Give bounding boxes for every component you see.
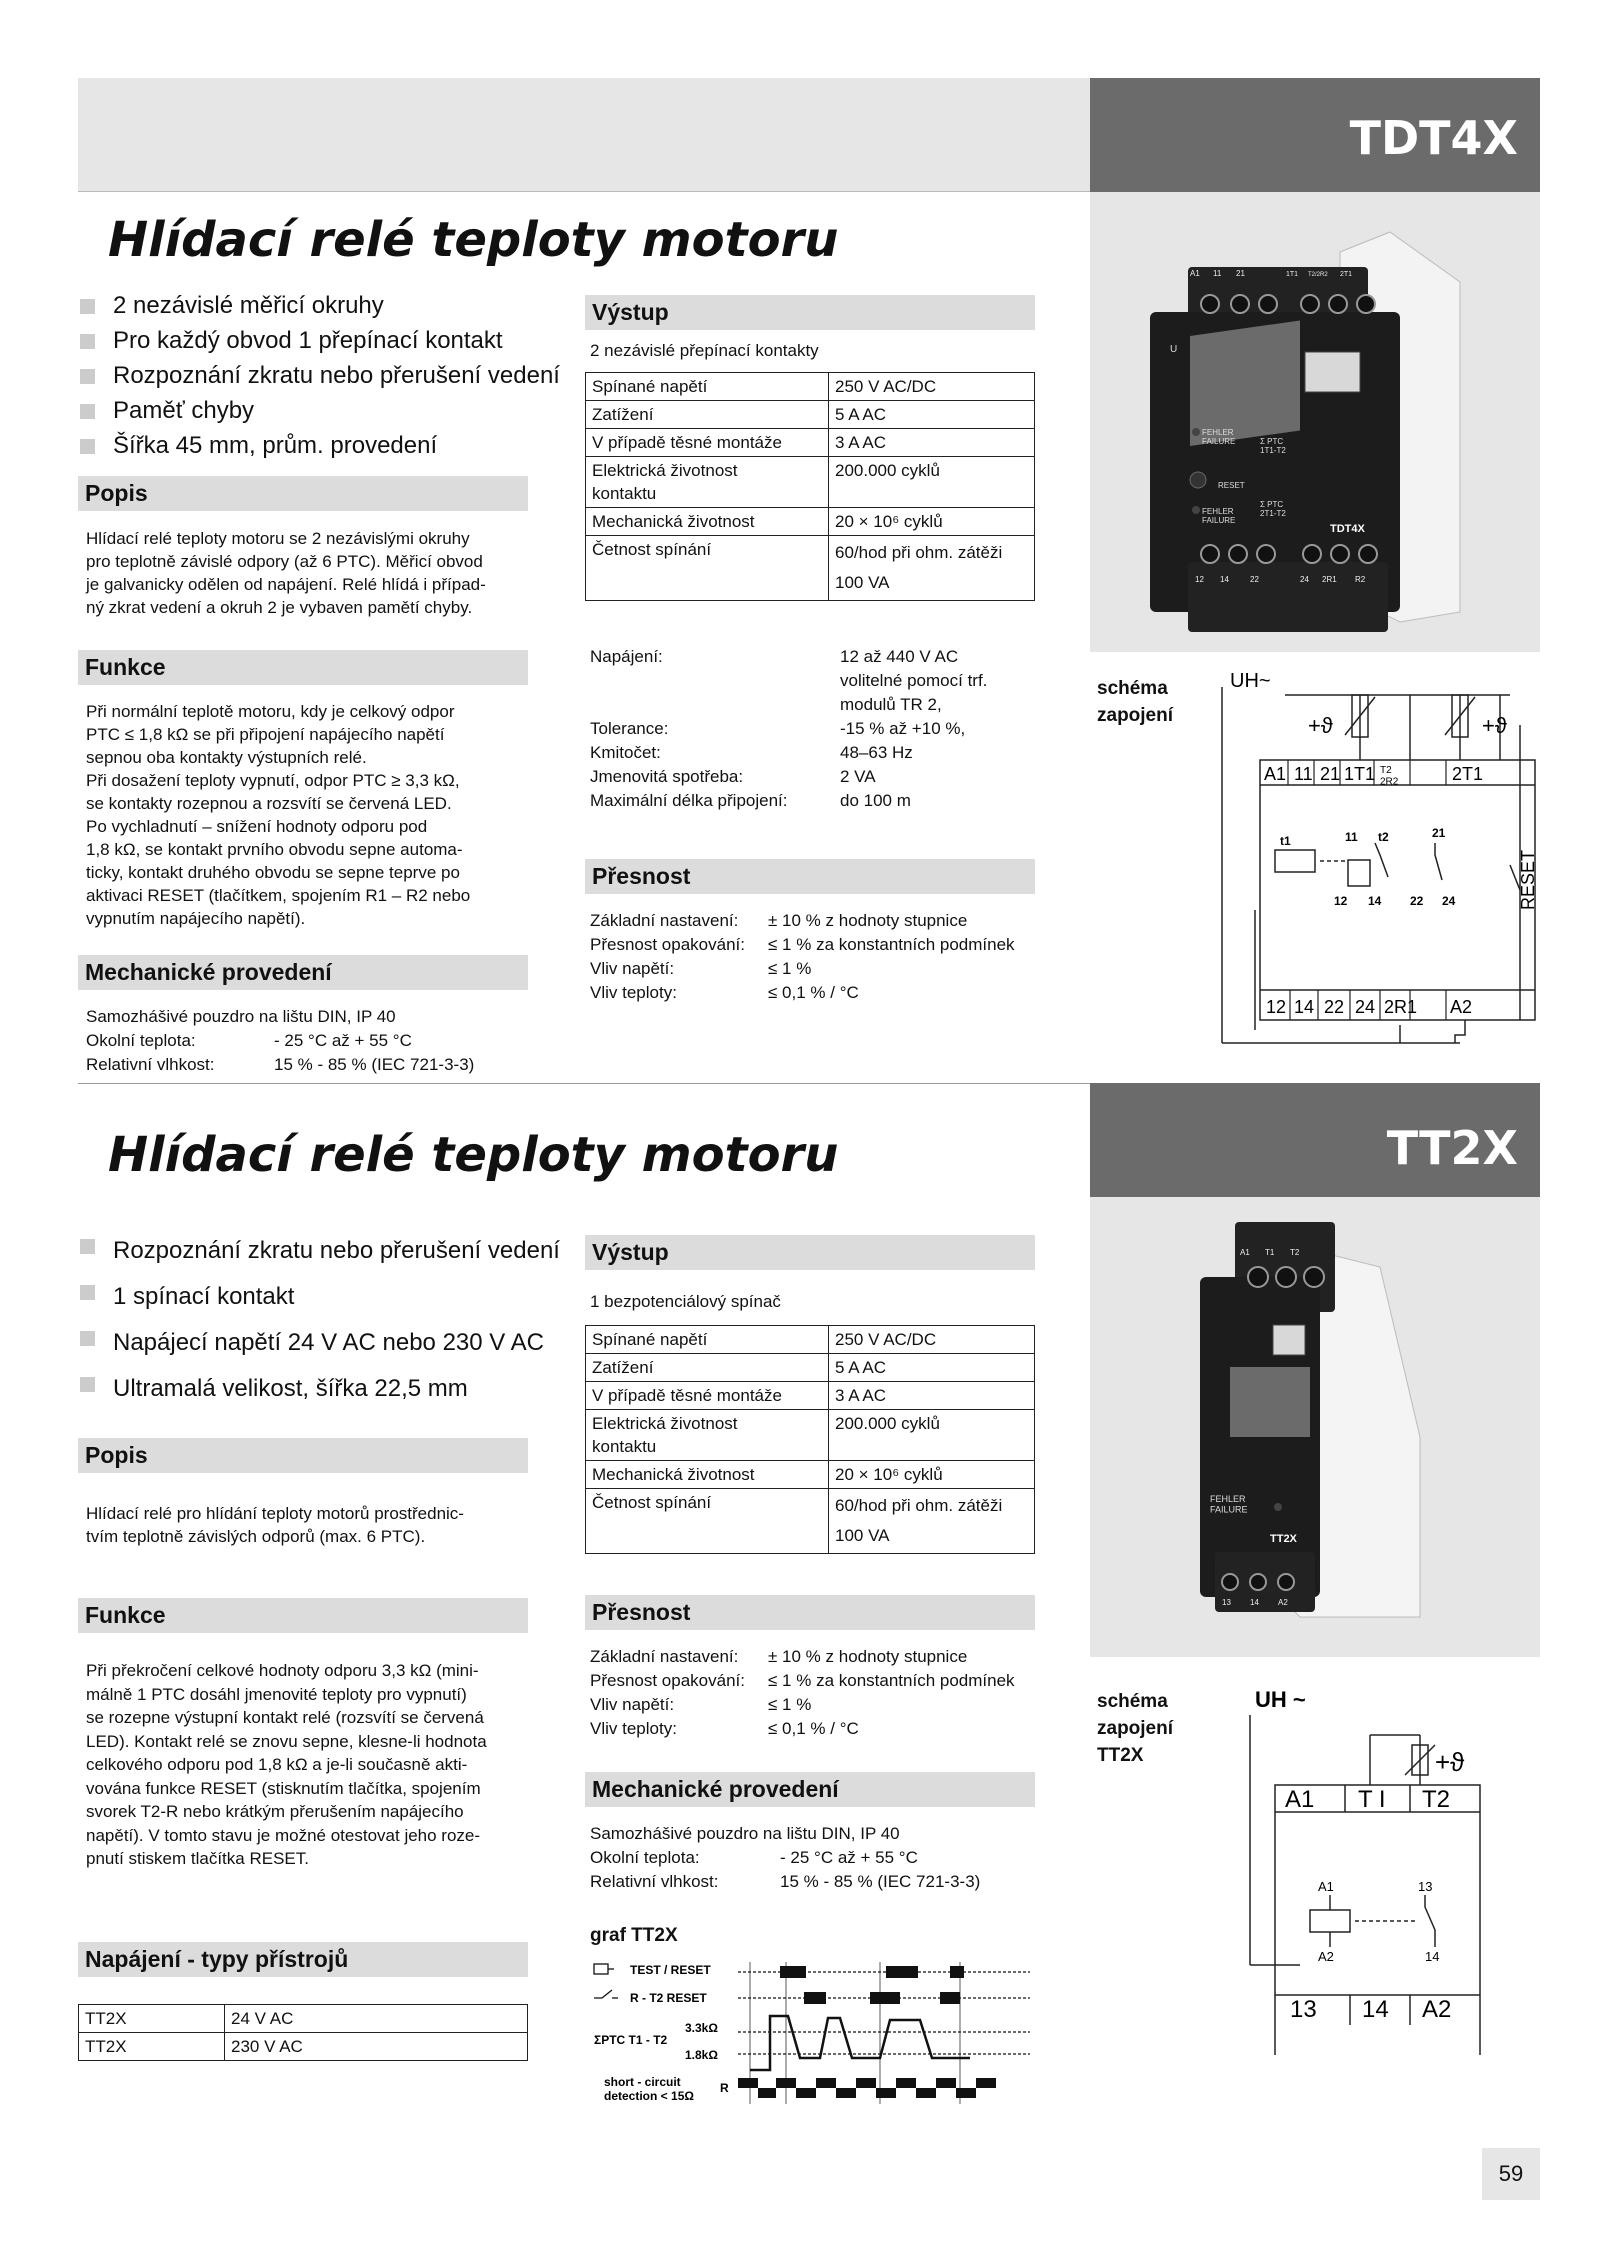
device-model-label: TT2X — [1270, 1533, 1297, 1545]
term-label: 11 — [1294, 764, 1313, 784]
tdt4x-device-image — [1090, 192, 1540, 652]
feature-item: 1 spínací kontakt — [78, 1274, 560, 1320]
supply-key: Napájení: — [590, 647, 663, 666]
mech-value: 15 % - 85 % (IEC 721-3-3) — [780, 1872, 981, 1891]
popis-heading: Popis — [78, 476, 528, 511]
supply-value: 48–63 Hz — [840, 743, 913, 762]
vystup-subtitle: 1 bezpotenciálový spínač — [590, 1292, 781, 1311]
term-label: A1 — [1264, 764, 1287, 784]
feature-item: Pro každý obvod 1 přepínací kontakt — [78, 323, 560, 358]
mech-table — [86, 1029, 474, 1077]
spec-value: 200.000 cyklů — [829, 457, 1035, 508]
popis-heading: Popis — [78, 1438, 528, 1473]
section-title: Hlídací relé teploty motoru — [108, 1127, 839, 1183]
device-ptc-label: Σ PTC 2T1-T2 — [1260, 500, 1286, 519]
presnost-key: Vliv napětí: — [590, 1695, 675, 1714]
ptc-symbol-left: +ϑ — [1308, 713, 1333, 738]
spec-value: 5 A AC — [829, 1354, 1035, 1382]
term-label: A2 — [1450, 997, 1473, 1017]
tt2x-device-image — [1090, 1197, 1540, 1657]
spec-key: V případě těsné montáže — [586, 429, 829, 457]
mech-value: 15 % - 85 % (IEC 721-3-3) — [274, 1055, 475, 1074]
a1-label: A1 — [1318, 1879, 1334, 1894]
device-term-label: 14 — [1220, 575, 1229, 584]
term-label: 22 — [1324, 997, 1345, 1017]
supply-value: -15 % až +10 %, — [840, 719, 966, 738]
term-label: A1 — [1285, 1786, 1315, 1813]
wiring-diagram-tt2x — [1230, 1675, 1530, 2055]
feature-list — [78, 288, 560, 463]
presnost-key: Základní nastavení: — [590, 1647, 739, 1666]
threshold-high-label: 3.3kΩ — [685, 2021, 718, 2035]
device-fehler-label: FEHLER FAILURE — [1202, 507, 1236, 526]
device-fehler-label: FEHLER FAILURE — [1202, 428, 1236, 447]
spec-value: 60/hod při ohm. zátěži 100 VA — [829, 1489, 1035, 1554]
napajeni-table — [78, 2004, 528, 2061]
term-label: T2 2R2 — [1380, 765, 1399, 788]
device-reset-label: RESET — [1218, 481, 1245, 490]
terminal-screw — [1248, 1267, 1268, 1287]
model-badge-tt2x: TT2X — [1090, 1083, 1540, 1197]
term-label: 14 — [1294, 997, 1315, 1017]
spec-value: 5 A AC — [829, 401, 1035, 429]
popis-text: Hlídací relé teploty motoru se 2 nezávislými okruhy pro teplotně závislé odpory (až 6 PTC). Měřicí obvod je galvanicky odělen od napájení. Relé hlídá i případ- ný zkrat vedení a okruh 2 je vybaven pamětí chyby. — [86, 529, 486, 617]
feature-item: Napájecí napětí 24 V AC nebo 230 V AC — [78, 1320, 560, 1366]
mech-table — [590, 1846, 980, 1894]
spec-value: 250 V AC/DC — [829, 373, 1035, 401]
device-term-label: 2T1 — [1340, 271, 1353, 278]
supply-key: Maximální délka připojení: — [590, 791, 788, 810]
short-circuit-label: short - circuit detection < 15Ω — [604, 2075, 694, 2103]
mech-line: Samozhášivé pouzdro na lištu DIN, IP 40 — [590, 1824, 900, 1843]
presnost-key: Přesnost opakování: — [590, 1671, 745, 1690]
feature-item: Šířka 45 mm, prům. provedení — [78, 428, 560, 463]
spec-key: Spínané napětí — [586, 373, 829, 401]
supply-key: Jmenovitá spotřeba: — [590, 767, 744, 786]
presnost-key: Vliv teploty: — [590, 983, 677, 1002]
spec-key: Zatížení — [586, 401, 829, 429]
spec-value: 20 × 10⁶ cyklů — [829, 508, 1035, 536]
spec-value: 20 × 10⁶ cyklů — [829, 1461, 1035, 1489]
n14-label: 14 — [1425, 1949, 1440, 1964]
wiring-diagram-tdt4x — [1210, 665, 1540, 1045]
device-term-label: A2 — [1278, 1598, 1288, 1607]
term-label: 1T1 — [1344, 764, 1376, 784]
spec-key: Zatížení — [586, 1354, 829, 1382]
device-term-label: 24 — [1300, 575, 1309, 584]
feature-list — [78, 1228, 560, 1412]
device-ptc-label: Σ PTC 1T1-T2 — [1260, 437, 1286, 456]
spec-value: 250 V AC/DC — [829, 1326, 1035, 1354]
r-label: R — [720, 2081, 729, 2095]
ptc-symbol-right: +ϑ — [1482, 713, 1507, 738]
mech-value: - 25 °C až + 55 °C — [780, 1848, 918, 1867]
popis-text: Hlídací relé pro hlídání teploty motorů prostřednic- tvím teplotně závislých odporů (max. 6 PTC). — [86, 1504, 464, 1546]
spec-key: Spínané napětí — [586, 1326, 829, 1354]
test-reset-label: TEST / RESET — [630, 1963, 711, 1977]
mech-value: - 25 °C až + 55 °C — [274, 1031, 412, 1050]
presnost-table — [590, 909, 1015, 1005]
mech-key: Relativní vlhkost: — [590, 1872, 719, 1891]
presnost-table — [590, 1645, 1015, 1741]
supply-key: Kmitočet: — [590, 743, 661, 762]
presnost-value: ≤ 0,1 % / °C — [768, 1719, 859, 1738]
model-badge-tdt4x: TDT4X — [1090, 78, 1540, 192]
schema-label: schéma zapojení — [1097, 678, 1174, 726]
presnost-value: ≤ 0,1 % / °C — [768, 983, 859, 1002]
header-bar-tdt4x — [78, 78, 1090, 192]
voltage-cell: 230 V AC — [225, 2033, 528, 2061]
presnost-key: Základní nastavení: — [590, 911, 739, 930]
spec-key: Mechanická životnost — [586, 1461, 829, 1489]
spec-value: 60/hod při ohm. zátěži 100 VA — [829, 536, 1035, 601]
term-label: T2 — [1422, 1786, 1451, 1813]
vystup-table — [585, 372, 1035, 601]
spec-key: Mechanická životnost — [586, 508, 829, 536]
presnost-heading: Přesnost — [585, 1595, 1035, 1630]
vystup-heading: Výstup — [585, 1235, 1035, 1270]
device-term-label: 14 — [1250, 1598, 1259, 1607]
presnost-value: ≤ 1 % za konstantních podmínek — [768, 1671, 1015, 1690]
a2-label: A2 — [1318, 1949, 1334, 1964]
spec-key: Četnost spínání — [586, 536, 829, 601]
threshold-low-label: 1.8kΩ — [685, 2048, 718, 2062]
feature-item: Ultramalá velikost, šířka 22,5 mm — [78, 1366, 560, 1412]
supply-value: do 100 m — [840, 791, 911, 810]
device-u-label: U — [1170, 344, 1178, 355]
supply-value: 12 až 440 V AC volitelné pomocí trf. modulů TR 2, — [840, 647, 988, 714]
mech-heading: Mechanické provedení — [585, 1772, 1035, 1807]
device-photo-panel — [1090, 192, 1540, 652]
vystup-table — [585, 1325, 1035, 1554]
supply-key: Tolerance: — [590, 719, 669, 738]
term-label: 2T1 — [1452, 764, 1484, 784]
type-cell: TT2X — [79, 2005, 225, 2033]
device-term-label: 22 — [1250, 575, 1259, 584]
feature-item: 2 nezávislé měřicí okruhy — [78, 288, 560, 323]
mech-key: Okolní teplota: — [86, 1031, 196, 1050]
device-term-label: T2/2R2 — [1308, 272, 1328, 278]
device-term-label: T1 — [1265, 1248, 1275, 1257]
vystup-heading: Výstup — [585, 295, 1035, 330]
spec-key: Četnost spínání — [586, 1489, 829, 1554]
t14-label: 14 — [1368, 894, 1382, 908]
voltage-cell: 24 V AC — [225, 2005, 528, 2033]
timing-graph-tt2x — [590, 1958, 1030, 2108]
page-number: 59 — [1482, 2148, 1540, 2200]
graf-label: graf TT2X — [590, 1925, 678, 1946]
uh-label: UH ~ — [1255, 1687, 1306, 1712]
spec-key: Elektrická životnost kontaktu — [586, 1410, 829, 1461]
funkce-text: Při překročení celkové hodnoty odporu 3,3 kΩ (mini- málně 1 PTC dosáhl jmenovité teploty pro vypnutí) se rozepne výstupní kontakt relé (rozsvítí se červená LED). Kontakt relé se znovu sepne, klesne-li hodnota celkového odporu pod 1,8 kΩ a je-li současně akti- vována funkce RESET (stisknutím tlačítka, spojením svorek T2-R nebo krátkým přerušením napájecího napětí). V tomto stavu je možné otestovat jeho roze- pnutí stiskem tlačítka RESET. — [86, 1661, 487, 1868]
presnost-value: ± 10 % z hodnoty stupnice — [768, 1647, 968, 1666]
t22-label: 22 — [1410, 894, 1424, 908]
term-label: 24 — [1355, 997, 1376, 1017]
term-label: T I — [1358, 1786, 1386, 1813]
feature-item: Paměť chyby — [78, 393, 560, 428]
reset-button — [1190, 472, 1206, 488]
type-cell: TT2X — [79, 2033, 225, 2061]
device-fehler-label: FEHLER FAILURE — [1210, 1494, 1248, 1515]
front-window — [1230, 1367, 1310, 1437]
device-term-label: A1 — [1240, 1248, 1250, 1257]
supply-value: 2 VA — [840, 767, 876, 786]
n13-label: 13 — [1418, 1879, 1433, 1894]
napajeni-heading: Napájení - typy přístrojů — [78, 1942, 528, 1977]
spec-value: 200.000 cyklů — [829, 1410, 1035, 1461]
term-label: 13 — [1290, 1996, 1317, 2023]
presnost-value: ≤ 1 % — [768, 959, 812, 978]
vystup-subtitle: 2 nezávislé přepínací kontakty — [590, 341, 819, 360]
spec-key: V případě těsné montáže — [586, 1382, 829, 1410]
t12-label: 12 — [1334, 894, 1348, 908]
terminal-screw — [1276, 1267, 1296, 1287]
presnost-key: Přesnost opakování: — [590, 935, 745, 954]
device-term-label: T2 — [1290, 1248, 1300, 1257]
funkce-heading: Funkce — [78, 1598, 528, 1633]
presnost-value: ≤ 1 % — [768, 1695, 812, 1714]
funkce-text: Při normální teplotě motoru, kdy je celkový odpor PTC ≤ 1,8 kΩ se při připojení napájecího napětí sepnou oba kontakty výstupních relé. Při dosažení teploty vypnutí, odpor PTC ≥ 3,3 kΩ, se kontakty rozepnou a rozsvítí se červená LED. Po vychladnutí – snížení hodnoty odporu pod 1,8 kΩ, se kontakt prvního obvodu sepne automa- ticky, kontakt druhého obvodu se sepne teprve po aktivaci RESET (tlačítkem, spojením R1 – R2 nebo vypnutím napájecího napětí). — [86, 702, 471, 928]
device-term-label: R2 — [1355, 575, 1366, 584]
mech-heading: Mechanické provedení — [78, 955, 528, 990]
spec-value: 3 A AC — [829, 429, 1035, 457]
spec-value: 3 A AC — [829, 1382, 1035, 1410]
t12b-label: t2 — [1378, 830, 1389, 844]
device-term-label: 21 — [1236, 269, 1245, 278]
t21-label: 21 — [1432, 826, 1446, 840]
device-term-label: A1 — [1190, 269, 1200, 278]
schema-label: schéma zapojení TT2X — [1097, 1691, 1174, 1766]
device-term-label: 1T1 — [1286, 271, 1299, 278]
t11-label: 11 — [1345, 830, 1358, 844]
mech-key: Okolní teplota: — [590, 1848, 700, 1867]
device-term-label: 13 — [1222, 1598, 1231, 1607]
term-label: 12 — [1266, 997, 1287, 1017]
device-model-label: TDT4X — [1330, 523, 1365, 535]
presnost-value: ± 10 % z hodnoty stupnice — [768, 911, 968, 930]
feature-item: Rozpoznání zkratu nebo přerušení vedení — [78, 358, 560, 393]
terminal-screw — [1222, 1574, 1238, 1590]
section-title: Hlídací relé teploty motoru — [108, 212, 839, 268]
front-logo — [1273, 1325, 1305, 1355]
device-photo-panel — [1090, 1197, 1540, 1657]
ptc-symbol: +ϑ — [1435, 1747, 1465, 1777]
led-indicator — [1274, 1503, 1282, 1511]
led-indicator — [1192, 428, 1200, 436]
device-term-label: 12 — [1195, 575, 1204, 584]
terminal-screw — [1304, 1267, 1324, 1287]
presnost-key: Vliv napětí: — [590, 959, 675, 978]
funkce-heading: Funkce — [78, 650, 528, 685]
r-t2-reset-label: R - T2 RESET — [630, 1991, 707, 2005]
supply-table — [590, 645, 987, 813]
term-label: 21 — [1320, 764, 1341, 784]
led-indicator — [1192, 506, 1200, 514]
presnost-value: ≤ 1 % za konstantních podmínek — [768, 935, 1015, 954]
feature-item: Rozpoznání zkratu nebo přerušení vedení — [78, 1228, 560, 1274]
term-label: 2R1 — [1384, 997, 1418, 1017]
presnost-key: Vliv teploty: — [590, 1719, 677, 1738]
sum-ptc-label: ΣPTC T1 - T2 — [594, 2033, 668, 2047]
mech-key: Relativní vlhkost: — [86, 1055, 215, 1074]
term-label: 14 — [1362, 1996, 1389, 2023]
device-term-label: 11 — [1213, 269, 1222, 278]
mech-line: Samozhášivé pouzdro na lištu DIN, IP 40 — [86, 1007, 396, 1026]
uh-label: UH~ — [1230, 670, 1271, 692]
device-term-label: 2R1 — [1322, 575, 1337, 584]
terminal-screw — [1278, 1574, 1294, 1590]
presnost-heading: Přesnost — [585, 859, 1035, 894]
terminal-screw — [1250, 1574, 1266, 1590]
t1-label: t1 — [1280, 834, 1291, 848]
term-label: A2 — [1422, 1996, 1452, 2023]
t24-label: 24 — [1442, 894, 1456, 908]
spec-key: Elektrická životnost kontaktu — [586, 457, 829, 508]
reset-label: RESET — [1518, 849, 1538, 910]
